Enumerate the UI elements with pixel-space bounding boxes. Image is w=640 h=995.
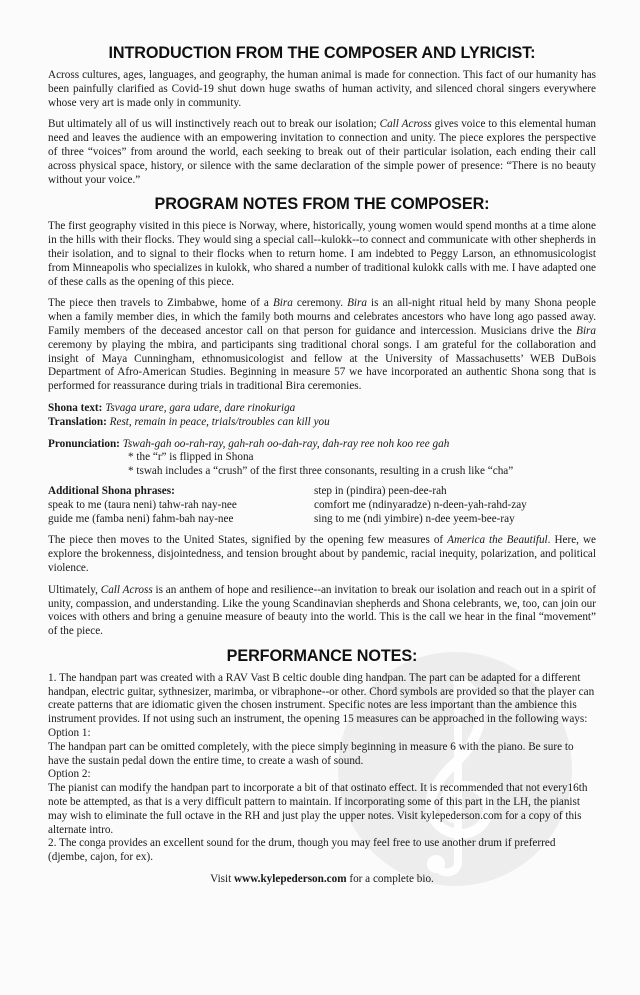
footer-post: for a complete bio. (346, 873, 434, 886)
performance-heading: PERFORMANCE NOTES: (226, 646, 418, 665)
program-p2-d: ceremony by playing the mbira, and participants sing traditional choral songs. I am grateful for the collaboration and insight of Maya Cunningham, ethnomusicologist and fellow at the University of Massachusetts’ WEB DuBois Department of Afro-American Studies. Beginning in measure 57 we have incorporated an authentic Shona song that is performed for reassurance during trials in traditional Bira ceremonies. (48, 338, 596, 393)
page-content (48, 40, 596, 887)
intro-p2-text-a: But ultimately all of us will instinctively reach out to break our isolation; (48, 118, 380, 131)
program-paragraph-1: The first geography visited in this piece is Norway, where, historically, young women would spend months at a time alone in the hills with their flocks. They would sing a special call--kulokk--to connect and communicate with other shepherds in their isolation, and to signal to their flocks when to return home. I am indebted to Peggy Larson, an ethnomusicologist from Minneapolis who specializes in kulokk, who shared a number of traditional kulokk calls with me. I have adapted one of these calls as the opening of this piece. (48, 220, 596, 288)
program-p2-bira-1: Bira (272, 297, 293, 310)
pronunciation-label: Pronunciation: (48, 437, 120, 450)
intro-paragraph-2 (48, 118, 596, 187)
program-p2-bira-2: Bira (347, 297, 367, 310)
shona-text-label: Shona text: (48, 401, 103, 414)
translation-value: Rest, remain in peace, trials/troubles can kill you (109, 415, 330, 428)
intro-paragraph-1: Across cultures, ages, languages, and geography, the human animal is made for connection. This fact of our humanity has been painfully clarified as Covid-19 shut down huge swaths of human activity, and silenced choral singers everywhere whose very art is made only in community. (48, 69, 596, 109)
program-heading: PROGRAM NOTES FROM THE COMPOSER: (154, 195, 490, 214)
program-p4-title: Call Across (100, 583, 153, 596)
phrase-item: guide me (famba neni) fahm-bah nay-nee (48, 512, 234, 525)
option-2-label: Option 2: (48, 768, 91, 781)
pronunciation-line (48, 438, 596, 452)
phrase-item: sing to me (ndi yimbire) n-dee yeem-bee-ray (314, 512, 515, 525)
option-1-text: The handpan part can be omitted completely, with the piece simply beginning in measure 6 with the piano. Be sure to have the sustain pedal down the entire time, to create a wash of sound. (48, 740, 574, 767)
pronunciation-note-2: * tswah includes a “crush” of the first three consonants, resulting in a crush like “cha” (128, 465, 514, 478)
program-p4-a: Ultimately, (48, 583, 101, 596)
program-paragraph-3 (48, 534, 596, 575)
program-p2-b: ceremony. (292, 297, 348, 310)
phrase-item: speak to me (taura neni) tahw-rah nay-nee (48, 498, 237, 511)
shona-text-line (48, 402, 596, 416)
performance-note-2: 2. The conga provides an excellent sound for the drum, though you may feel free to use another drum if preferred (djembe, cajon, for ex). (48, 837, 556, 864)
program-p2-bira-3: Bira (576, 324, 596, 337)
program-p3-a: The piece then moves to the United States, signified by the opening few measures of (48, 534, 448, 547)
intro-p2-text-b: gives voice to this elemental human need and leaves the audience with an empowering invitation to connection and unity. The piece explores the perspective of three “voices” from around the world, each seeking to break out of their particular isolation, each ending their call across physical space, history, or silence with the same declaration of the simple power of presence: “There is no beauty without your voice.” (48, 118, 597, 186)
program-p2-c: is an all-night ritual held by many Shona people when a family member dies, in which the family both mourns and celebrates ancestors who have long ago passed away. Family members of the deceased ancestor call on that person for guidance and intercession. Musicians drive the (48, 297, 596, 337)
phrase-item: comfort me (ndinyaradze) n-deen-yah-rahd-zay (314, 498, 527, 511)
translation-label: Translation: (48, 415, 107, 428)
phrases-label: Additional Shona phrases: (48, 484, 175, 497)
shona-phrases-grid (48, 485, 596, 526)
footer-pre: Visit (210, 873, 235, 886)
pronunciation-note-1: * the “r” is flipped in Shona (128, 451, 254, 464)
footer-bio-line (48, 873, 596, 887)
translation-line (48, 416, 596, 430)
program-p3-b: . Here, we explore the brokenness, disjointedness, and tension brought about by pandemic, racial inequity, polarization, and political violence. (48, 534, 596, 574)
performance-notes (48, 672, 596, 865)
program-paragraph-4 (48, 584, 596, 639)
pronunciation-value: Tswah-gah oo-rah-ray, gah-rah oo-dah-ray, dah-ray ree noh koo ree gah (122, 437, 450, 450)
shona-text-value: Tsvaga urare, gara udare, dare rinokuriga (105, 401, 296, 414)
phrase-item: step in (pindira) peen-dee-rah (314, 484, 447, 497)
option-1-label: Option 1: (48, 727, 91, 740)
intro-heading: INTRODUCTION FROM THE COMPOSER AND LYRICIST: (108, 44, 536, 62)
program-p4-b: is an anthem of hope and resilience--an invitation to break our isolation and reach out in a spirit of unity, compassion, and understanding. Like the young Scandinavian shepherds and Shona celebrants, we, too, can join our voices with others and bring a genuine measure of beauty into the world. This is the call we hear in the final “movement” of the piece. (48, 583, 596, 638)
performance-note-1: 1. The handpan part was created with a RAV Vast B celtic double ding handpan. The part can be adapted for a different handpan, electric guitar, sythnesizer, marimba, or vibraphone--or other. Chord symbols are provided so that the player can create patterns that are idiomatic given the chosen instrument. Specific notes are less important than the ambience this instrument provides. If not using such an instrument, the opening 15 measures can be approached in the following ways: (48, 671, 595, 726)
program-p3-title: America the Beautiful (447, 534, 548, 547)
option-2-text: The pianist can modify the handpan part to incorporate a bit of that ostinato effect. It is recommended that not every16th note be attempted, as that is a very difficult pattern to maintain. If incorporating some of this part in the LH, the pianist may wish to eliminate the full octave in the RH and just play the upper notes. Visit kylepederson.com for a copy of this alternate intro. (48, 782, 588, 836)
website-link[interactable]: www.kylepederson.com (234, 873, 347, 886)
intro-p2-title: Call Across (379, 118, 432, 131)
program-paragraph-2 (48, 297, 596, 394)
program-p2-a: The piece then travels to Zimbabwe, home of a (48, 297, 273, 310)
